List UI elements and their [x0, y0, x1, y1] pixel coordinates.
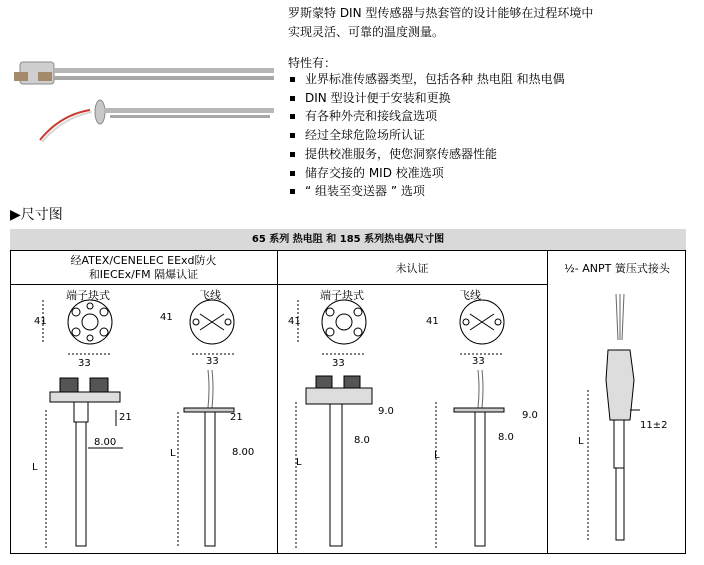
feature-item: DIN 型设计便于安装和更换	[288, 89, 565, 108]
dim-41: 41	[34, 316, 47, 327]
table-title: 65 系列 热电阻 和 185 系列热电偶尺寸图	[10, 229, 686, 251]
intro-text	[288, 4, 698, 42]
divider	[277, 251, 278, 554]
dim-L: L	[578, 436, 584, 447]
col2-header: 未认证	[395, 262, 429, 275]
dim-8-00: 8.00	[94, 437, 117, 448]
dim-33: 33	[206, 356, 219, 367]
intro-line-2: 实现灵活、可靠的温度测量。	[288, 25, 445, 39]
dim-9-0: 9.0	[522, 410, 538, 421]
dim-41: 41	[288, 316, 301, 327]
dim-33: 33	[332, 358, 345, 369]
feature-item: “ 组装至变送器 ” 选项	[288, 182, 565, 201]
features-heading: 特性有：	[288, 56, 337, 70]
intro-line-1: 罗斯蒙特 DIN 型传感器与热套管的设计能够在过程环境中	[288, 6, 594, 20]
col1-header-line2: 和IECEx/FM 隔爆认证	[88, 268, 199, 281]
product-photo	[0, 20, 280, 170]
dim-L: L	[434, 450, 440, 461]
feature-item: 经过全球危险场所认证	[288, 126, 565, 145]
feature-item: 有各种外壳和接线盒选项	[288, 107, 565, 126]
col3-header: ½- ANPT 簧压式接头	[564, 262, 670, 275]
subheader-terminal-1: 端子块式	[66, 289, 110, 302]
subheader-wire-2: 飞线	[459, 289, 481, 302]
sensor-photo-bottom	[40, 100, 274, 142]
dim-21: 21	[230, 412, 243, 423]
features-list	[288, 70, 565, 201]
dim-L: L	[296, 457, 302, 468]
dim-41: 41	[426, 316, 439, 327]
subheader-wire-1: 飞线	[199, 289, 221, 302]
feature-item: 业界标准传感器类型，包括各种 热电阻 和热电偶	[288, 70, 565, 89]
dim-8-0: 8.0	[498, 432, 514, 443]
dim-11: 11±2	[640, 420, 668, 431]
dim-41: 41	[160, 312, 173, 323]
dim-9-0: 9.0	[378, 406, 394, 417]
drawing-atex-wire	[150, 298, 275, 554]
dim-L: L	[32, 462, 38, 473]
dim-8-0: 8.0	[354, 435, 370, 446]
dim-33: 33	[472, 356, 485, 367]
feature-item: 提供校准服务，使您洞察传感器性能	[288, 145, 565, 164]
sensor-photo-top	[14, 62, 274, 84]
drawing-uncert-terminal	[282, 298, 404, 554]
section-title: ▶尺寸图	[10, 207, 63, 223]
divider	[547, 251, 548, 554]
drawing-spring-fitting	[560, 290, 680, 554]
col1-header	[10, 254, 277, 282]
dim-L: L	[170, 448, 176, 459]
drawing-atex-terminal	[28, 298, 148, 554]
dim-33: 33	[78, 358, 91, 369]
drawing-uncert-wire	[420, 298, 545, 554]
dim-8-00: 8.00	[232, 447, 255, 458]
subheader-terminal-2: 端子块式	[320, 289, 364, 302]
feature-item: 储存交接的 MID 校准选项	[288, 164, 565, 183]
dim-21: 21	[119, 412, 132, 423]
col1-header-line1: 经ATEX/CENELEC EExd防火	[70, 254, 217, 267]
divider	[10, 284, 547, 285]
